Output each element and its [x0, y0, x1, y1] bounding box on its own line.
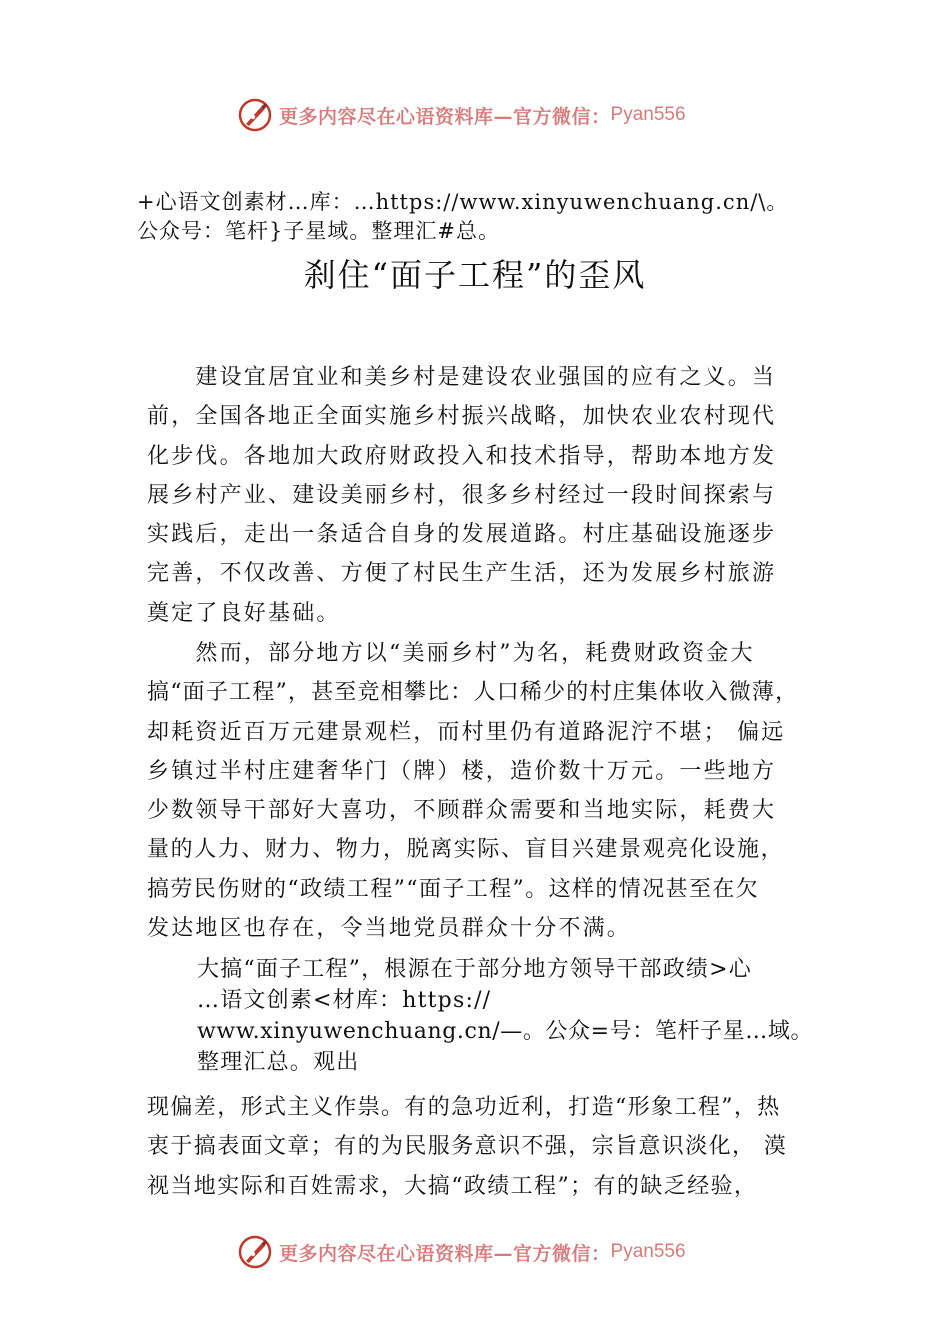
paragraph-2: [147, 634, 827, 948]
text-line: 整理汇总。观出: [197, 1050, 360, 1075]
text-line: 前，全国各地正全面实施乡村振兴战略，加快农业农村现代: [147, 404, 777, 430]
paragraph-3-rest: [147, 1088, 827, 1206]
pen-logo-icon: [237, 97, 273, 133]
article-title: 刹住“面子工程”的歪风: [303, 256, 647, 294]
text-line: 现偏差，形式主义作祟。有的急功近利，打造“形象工程”，热: [147, 1095, 781, 1120]
top-banner: [237, 95, 727, 135]
header-note-line-2: 公众号：笔杆}子星域。整理汇#总。: [137, 219, 500, 243]
text-line: 然而，部分地方以“美丽乡村”为名，耗费财政资金大: [147, 641, 755, 666]
bottom-banner: [237, 1232, 727, 1272]
text-line: 发达地区也存在，令当地党员群众十分不满。: [147, 916, 632, 942]
text-line: 化步伐。各地加大政府财政投入和技术指导，帮助本地方发: [147, 443, 777, 469]
banner-wechat-id: Pyan556: [610, 104, 686, 125]
text-line: 大搞“面子工程”，根源在于部分地方领导干部政绩>心: [197, 957, 752, 982]
text-line: 搞“面子工程”，甚至竞相攀比：人口稀少的村庄集体收入微薄，: [147, 680, 799, 706]
text-line: 实践后，走出一条适合自身的发展道路。村庄基础设施逐步: [147, 522, 777, 548]
paragraph-3-indented: [197, 954, 827, 1078]
text-line: 完善，不仅改善、方便了村民生产生活，还为发展乡村旅游: [147, 561, 777, 587]
text-line: 衷于搞表面文章；有的为民服务意识不强，宗旨意识淡化， 漠: [147, 1134, 788, 1160]
paragraph-1: [147, 358, 827, 633]
text-line: 奠定了良好基础。: [147, 600, 341, 626]
text-line: 视当地实际和百姓需求，大搞“政绩工程”；有的缺乏经验，: [147, 1173, 758, 1199]
text-line: 乡镇过半村庄建奢华门（牌）楼，造价数十万元。一些地方: [147, 758, 777, 784]
text-line: 展乡村产业、建设美丽乡村，很多乡村经过一段时间探索与: [147, 482, 777, 508]
banner-wechat-id: Pyan556: [610, 1241, 686, 1262]
text-line: …语文创素<材库：https://: [197, 988, 492, 1013]
banner-text: 更多内容尽在心语资料库—官方微信：: [279, 1242, 611, 1265]
pen-logo-icon: [237, 1234, 273, 1270]
text-line: 搞劳民伤财的“政绩工程”“面子工程”。这样的情况甚至在欠: [147, 876, 760, 902]
text-line: 建设宜居宜业和美乡村是建设农业强国的应有之义。当: [147, 365, 777, 390]
text-line: www.xinyuwenchuang.cn/—。公众=号：笔杆子星…域。: [197, 1019, 814, 1044]
text-line: 量的人力、财力、物力，脱离实际、盲目兴建景观亮化设施，: [147, 837, 785, 863]
banner-text: 更多内容尽在心语资料库—官方微信：: [279, 105, 611, 128]
header-note-line-1: +心语文创素材…库：…https://www.xinyuwenchuang.cn/\。: [137, 190, 789, 214]
text-line: 却耗资近百万元建景观栏，而村里仍有道路泥泞不堪； 偏远: [147, 719, 786, 745]
text-line: 少数领导干部好大喜功，不顾群众需要和当地实际，耗费大: [147, 798, 777, 824]
